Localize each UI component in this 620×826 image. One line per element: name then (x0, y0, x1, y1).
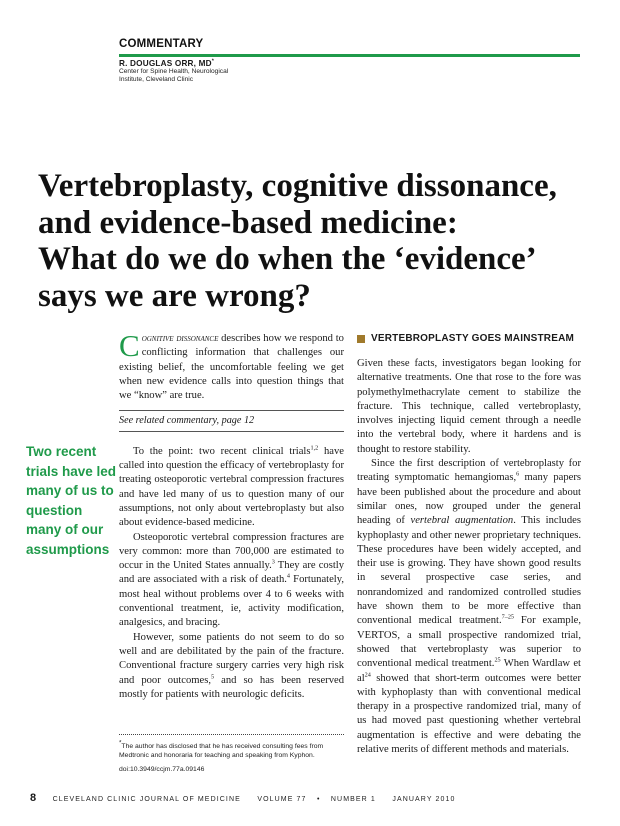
intro-paragraph: Cognitive dissonance describes how we respond to conflicting information that challenges our existing belief, the uncomfortable feeling we get when new evidence calls into question things that we “know” are true. (119, 332, 344, 402)
footnote (119, 734, 344, 774)
body-paragraph: To the point: two recent clinical trials$^{1,2}$ have called into question the efficacy of vertebroplasty for treating osteoporotic vertebral compression fractures and have led many of us to question many of our assumptions, not only about vertebroplasty but also about evidence-based medicine. (119, 444, 344, 529)
author-affiliation-line-1: Center for Spine Health, Neurological (119, 68, 229, 75)
title-line: and evidence-based medicine: (38, 204, 458, 241)
volume: VOLUME 77 (257, 796, 307, 803)
issue-number: NUMBER 1 (330, 796, 376, 803)
body-paragraph: Given these facts, investigators began looking for alternative treatments. One that rose to the fore was polymethylmethacrylate cement to stabilize the fracture. This technique, called vertebroplasty, involves injecting liquid cement through a needle into the vertebral body, where it hardens and is thought to restore stability. (357, 358, 581, 455)
issue-date: JANUARY 2010 (392, 796, 456, 803)
author-affiliation-line-2: Institute, Cleveland Clinic (119, 76, 194, 84)
journal-name: CLEVELAND CLINIC JOURNAL OF MEDICINE (52, 796, 241, 803)
left-column (119, 332, 344, 702)
author-block (119, 59, 228, 85)
page-number: 8 (30, 792, 37, 804)
title-line: Vertebroplasty, cognitive dissonance, (38, 168, 557, 204)
bullet-separator: • (317, 796, 321, 803)
heading-square-icon (357, 335, 365, 343)
right-column (357, 332, 581, 757)
doi-link[interactable]: doi:10.3949/ccjm.77a.09146 (119, 766, 205, 773)
body-paragraph: Osteoporotic vertebral compression fractures are very common: more than 700,000 are estimated to occur in the United States annually.$^3$ They are costly and are associated with a risk of death.$^4$ Fortunately, most heal without problems over 4 to 6 weeks with conventional treatment, ie, activity modification, analgesics, and bracing. (119, 531, 345, 629)
section-rule (119, 54, 580, 57)
page-footer (30, 788, 455, 806)
body-paragraph: However, some patients do not seem to do so well and are debilitated by the pain of the fracture. Conventional fracture surgery carries very high risk and poor outcomes,$^5$ and so has been reserved mostly for patients with neurologic deficits. (119, 631, 344, 700)
body-paragraph: Since the first description of vertebroplasty for treating symptomatic hemangiomas,$^6$ many papers have been published about the procedure and about similar ones, now grouped under the general heading of vertebral augmentation. This includes kyphoplasty and other newer proprietary techniques. These procedures have been widely accepted, and their use is growing. They have shown good results in several prospective case series, and nonrandomized and randomized controlled studies have shown them to be more effective than conventional medical treatment.$^{7-25}$ For example, VERTOS, a small prospective randomized trial, showed that vertebroplasty was superior to conventional medical treatment.$^{25}$ When Wardlaw et $al^{24}$ showed that short-term outcomes were better with kyphoplasty than with conventional medical therapy in a prospective randomized trial, many of us had moved past questioning whether vertebral augmentation is effective and were debating the relative merits of different methods and materials. (357, 458, 582, 756)
author-name: R. DOUGLAS ORR, MD* (119, 58, 215, 68)
title-line: What do we do when the ‘evidence’ (38, 241, 537, 277)
drop-cap: C (119, 332, 140, 363)
section-heading: VERTEBROPLASTY GOES MAINSTREAM (357, 332, 581, 346)
section-label: COMMENTARY (119, 38, 204, 50)
disclosure-note: *The author has disclosed that he has received consulting fees from Medtronic and honoraria for teaching and speaking from Kyphon. (119, 739, 324, 759)
pull-quote: Two recent trials have led many of us to question many of our assumptions (26, 444, 117, 557)
article-title (38, 168, 598, 314)
see-related-commentary-link[interactable]: See related commentary, page 12 (119, 410, 344, 431)
title-line: says we are wrong? (38, 277, 311, 314)
